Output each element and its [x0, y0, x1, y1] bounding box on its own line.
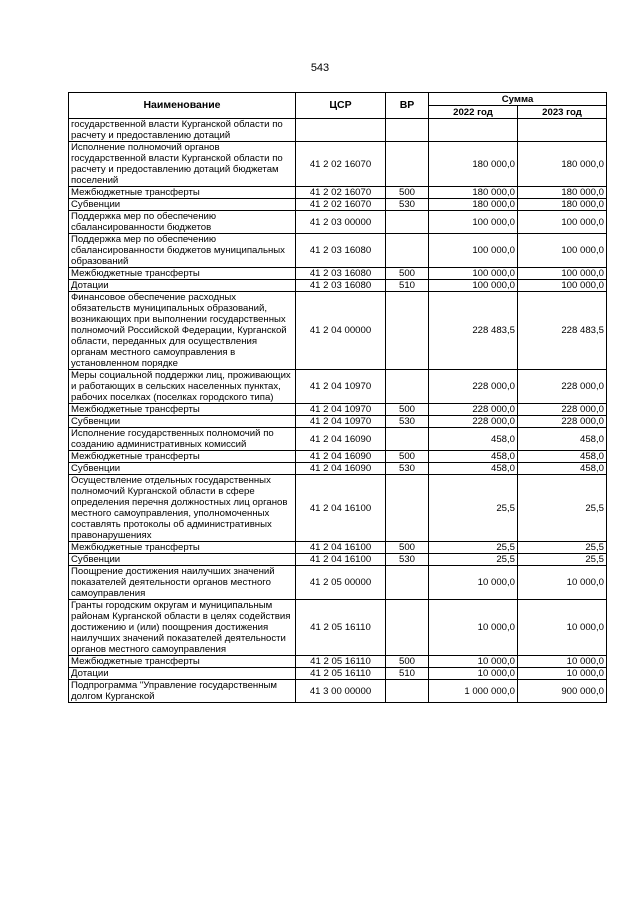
- table-row: [69, 416, 607, 428]
- row-name: государственной власти Курганской области по расчету и предоставлению дотаций: [69, 119, 296, 142]
- row-csr: 41 2 04 10970: [296, 404, 386, 416]
- row-csr: 41 2 04 10970: [296, 370, 386, 404]
- row-name: Дотации: [69, 668, 296, 680]
- row-csr: 41 2 04 16100: [296, 475, 386, 542]
- row-amount-2023: 100 000,0: [518, 211, 607, 234]
- row-name: Меры социальной поддержки лиц, проживающих и работающих в сельских населенных пунктах, рабочих поселках (поселках городского типа): [69, 370, 296, 404]
- row-csr: 41 2 03 16080: [296, 234, 386, 268]
- table-row: [69, 451, 607, 463]
- row-name: Осуществление отдельных государственных полномочий Курганской области в сфере определения перечня должностных лиц органов местного самоуправления, уполномоченных составлять протоколы об административных правонарушениях: [69, 475, 296, 542]
- row-amount-2022: 458,0: [429, 428, 518, 451]
- row-vr: 500: [386, 187, 429, 199]
- row-vr: 500: [386, 451, 429, 463]
- row-csr: [296, 119, 386, 142]
- row-vr: [386, 475, 429, 542]
- row-amount-2022: 100 000,0: [429, 280, 518, 292]
- table-row: [69, 142, 607, 187]
- row-vr: [386, 292, 429, 370]
- row-amount-2022: 1 000 000,0: [429, 680, 518, 703]
- table-row: [69, 199, 607, 211]
- row-vr: 510: [386, 280, 429, 292]
- row-amount-2022: 100 000,0: [429, 234, 518, 268]
- row-amount-2023: 458,0: [518, 451, 607, 463]
- row-amount-2022: 228 000,0: [429, 416, 518, 428]
- row-vr: [386, 234, 429, 268]
- table-row: [69, 428, 607, 451]
- row-name: Поощрение достижения наилучших значений показателей деятельности органов местного самоуправления: [69, 566, 296, 600]
- row-amount-2022: 458,0: [429, 463, 518, 475]
- table-row: [69, 211, 607, 234]
- row-name: Субвенции: [69, 416, 296, 428]
- row-csr: 41 2 03 16080: [296, 280, 386, 292]
- row-name: Поддержка мер по обеспечению сбалансированности бюджетов муниципальных образований: [69, 234, 296, 268]
- column-header-vr: ВР: [386, 93, 429, 119]
- row-amount-2023: 458,0: [518, 463, 607, 475]
- row-amount-2022: 10 000,0: [429, 600, 518, 656]
- row-amount-2022: 228 000,0: [429, 404, 518, 416]
- row-amount-2023: [518, 119, 607, 142]
- row-csr: 41 2 05 00000: [296, 566, 386, 600]
- row-vr: 500: [386, 656, 429, 668]
- row-vr: [386, 566, 429, 600]
- row-vr: [386, 680, 429, 703]
- row-csr: 41 2 04 16100: [296, 554, 386, 566]
- row-csr: 41 2 05 16110: [296, 656, 386, 668]
- row-csr: 41 2 02 16070: [296, 142, 386, 187]
- table-row: [69, 600, 607, 656]
- table-row: [69, 404, 607, 416]
- row-amount-2023: 100 000,0: [518, 268, 607, 280]
- row-vr: 530: [386, 554, 429, 566]
- row-amount-2023: 100 000,0: [518, 234, 607, 268]
- row-name: Подпрограмма "Управление государственным долгом Курганской: [69, 680, 296, 703]
- row-vr: [386, 142, 429, 187]
- table-row: [69, 656, 607, 668]
- row-vr: 510: [386, 668, 429, 680]
- row-vr: 530: [386, 199, 429, 211]
- row-vr: [386, 119, 429, 142]
- table-row: [69, 668, 607, 680]
- row-name: Межбюджетные трансферты: [69, 187, 296, 199]
- row-name: Межбюджетные трансферты: [69, 268, 296, 280]
- row-amount-2022: [429, 119, 518, 142]
- row-vr: [386, 428, 429, 451]
- row-amount-2022: 10 000,0: [429, 656, 518, 668]
- row-vr: 500: [386, 404, 429, 416]
- row-csr: 41 2 04 16090: [296, 451, 386, 463]
- table-row: [69, 554, 607, 566]
- row-amount-2022: 25,5: [429, 554, 518, 566]
- row-name: Финансовое обеспечение расходных обязательств муниципальных образований, возникающих при выполнении государственных полномочий Российской Федерации, Курганской области, переданных для осуществления органам местного самоуправления в установленном порядке: [69, 292, 296, 370]
- row-csr: 41 2 02 16070: [296, 199, 386, 211]
- row-name: Исполнение государственных полномочий по созданию административных комиссий: [69, 428, 296, 451]
- table-row: [69, 187, 607, 199]
- row-amount-2022: 10 000,0: [429, 668, 518, 680]
- row-vr: 500: [386, 268, 429, 280]
- table-row: [69, 280, 607, 292]
- column-header-sum: Сумма: [429, 93, 607, 106]
- row-amount-2023: 100 000,0: [518, 280, 607, 292]
- row-csr: 41 2 04 10970: [296, 416, 386, 428]
- column-header-csr: ЦСР: [296, 93, 386, 119]
- row-amount-2022: 180 000,0: [429, 142, 518, 187]
- row-amount-2022: 25,5: [429, 475, 518, 542]
- table-row: [69, 680, 607, 703]
- table-row: [69, 542, 607, 554]
- row-name: Субвенции: [69, 554, 296, 566]
- row-amount-2023: 458,0: [518, 428, 607, 451]
- row-amount-2023: 228 483,5: [518, 292, 607, 370]
- row-name: Межбюджетные трансферты: [69, 451, 296, 463]
- row-name: Поддержка мер по обеспечению сбалансированности бюджетов: [69, 211, 296, 234]
- row-vr: 530: [386, 416, 429, 428]
- row-amount-2022: 458,0: [429, 451, 518, 463]
- page-number: 543: [310, 62, 330, 74]
- row-amount-2023: 10 000,0: [518, 668, 607, 680]
- row-amount-2023: 10 000,0: [518, 600, 607, 656]
- row-amount-2023: 25,5: [518, 554, 607, 566]
- row-vr: [386, 370, 429, 404]
- row-csr: 41 2 05 16110: [296, 600, 386, 656]
- row-amount-2022: 228 000,0: [429, 370, 518, 404]
- row-csr: 41 2 03 16080: [296, 268, 386, 280]
- row-amount-2022: 100 000,0: [429, 211, 518, 234]
- row-name: Межбюджетные трансферты: [69, 404, 296, 416]
- row-amount-2023: 180 000,0: [518, 199, 607, 211]
- row-name: Субвенции: [69, 463, 296, 475]
- row-csr: 41 2 04 00000: [296, 292, 386, 370]
- row-csr: 41 2 03 00000: [296, 211, 386, 234]
- row-csr: 41 2 04 16100: [296, 542, 386, 554]
- table-row: [69, 370, 607, 404]
- row-amount-2023: 25,5: [518, 542, 607, 554]
- table-row: [69, 566, 607, 600]
- row-amount-2022: 180 000,0: [429, 199, 518, 211]
- row-csr: 41 2 05 16110: [296, 668, 386, 680]
- table-row: [69, 268, 607, 280]
- row-vr: [386, 211, 429, 234]
- row-amount-2023: 10 000,0: [518, 656, 607, 668]
- row-amount-2023: 10 000,0: [518, 566, 607, 600]
- row-name: Дотации: [69, 280, 296, 292]
- row-amount-2023: 180 000,0: [518, 142, 607, 187]
- row-csr: 41 2 02 16070: [296, 187, 386, 199]
- row-amount-2022: 228 483,5: [429, 292, 518, 370]
- budget-table: [68, 92, 607, 703]
- row-vr: 530: [386, 463, 429, 475]
- row-amount-2023: 228 000,0: [518, 416, 607, 428]
- table-row: [69, 292, 607, 370]
- row-csr: 41 3 00 00000: [296, 680, 386, 703]
- row-vr: 500: [386, 542, 429, 554]
- row-name: Межбюджетные трансферты: [69, 656, 296, 668]
- row-amount-2022: 25,5: [429, 542, 518, 554]
- column-header-2022: 2022 год: [429, 106, 518, 119]
- row-amount-2023: 180 000,0: [518, 187, 607, 199]
- row-name: Межбюджетные трансферты: [69, 542, 296, 554]
- column-header-2023: 2023 год: [518, 106, 607, 119]
- row-csr: 41 2 04 16090: [296, 428, 386, 451]
- row-name: Гранты городским округам и муниципальным районам Курганской области в целях содействия достижению и (или) поощрения достижения наилучших значений показателей деятельности органов местного самоуправления: [69, 600, 296, 656]
- table-row: [69, 475, 607, 542]
- row-amount-2022: 100 000,0: [429, 268, 518, 280]
- row-amount-2023: 900 000,0: [518, 680, 607, 703]
- row-amount-2023: 228 000,0: [518, 404, 607, 416]
- row-amount-2023: 25,5: [518, 475, 607, 542]
- row-name: Субвенции: [69, 199, 296, 211]
- table-row: [69, 234, 607, 268]
- table-row: [69, 463, 607, 475]
- row-amount-2022: 10 000,0: [429, 566, 518, 600]
- column-header-name: Наименование: [69, 93, 296, 119]
- row-vr: [386, 600, 429, 656]
- row-csr: 41 2 04 16090: [296, 463, 386, 475]
- row-amount-2023: 228 000,0: [518, 370, 607, 404]
- row-amount-2022: 180 000,0: [429, 187, 518, 199]
- row-name: Исполнение полномочий органов государственной власти Курганской области по расчету и предоставлению дотаций бюджетам поселений: [69, 142, 296, 187]
- table-row: [69, 119, 607, 142]
